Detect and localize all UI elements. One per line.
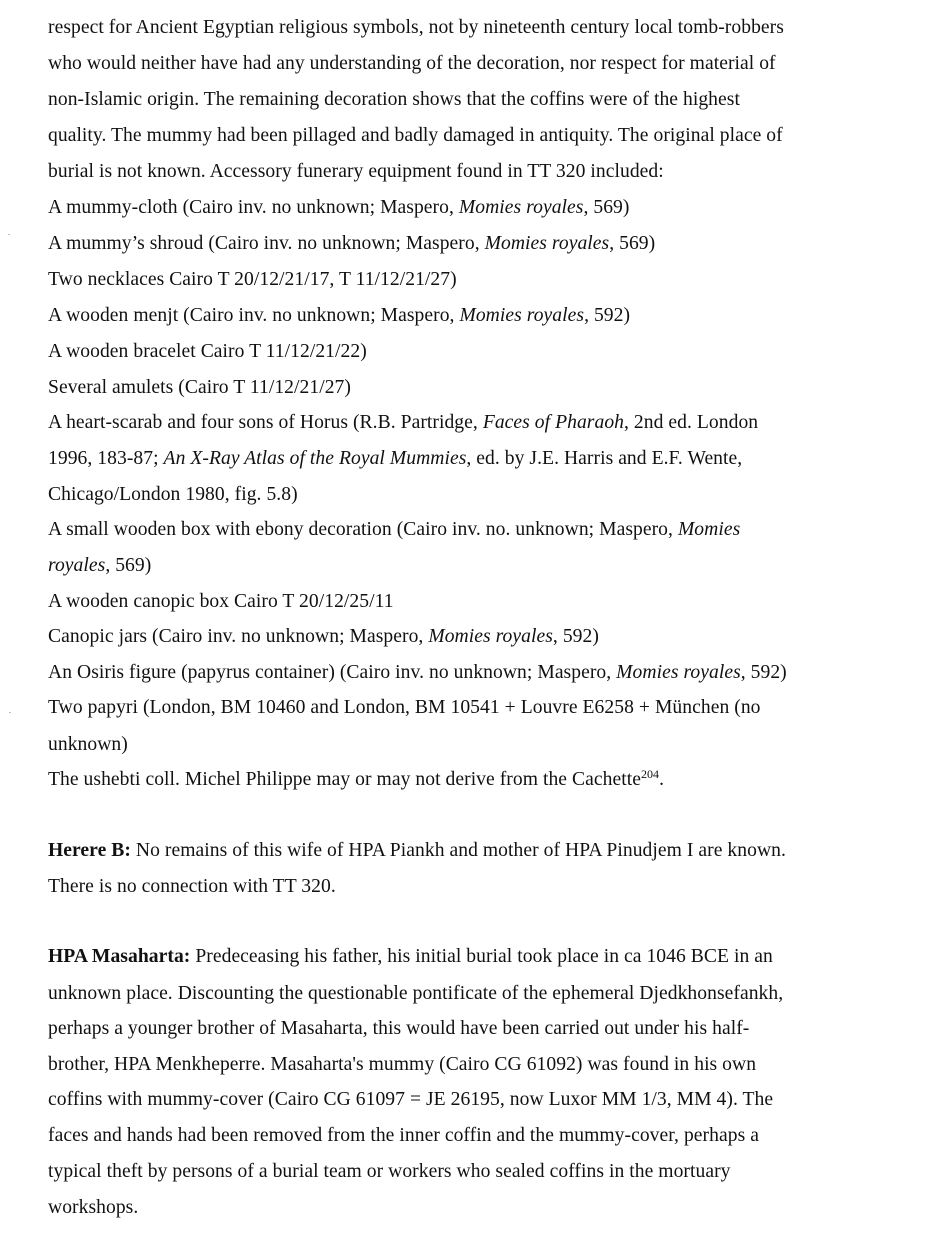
scan-speck (8, 234, 10, 235)
text: who would neither have had any understanding of the decoration, nor respect for material of (48, 53, 776, 74)
footnote-reference: 204 (640, 767, 660, 781)
list-item (48, 661, 787, 685)
paragraph-line (48, 1088, 773, 1112)
list-item-continuation (48, 554, 151, 578)
text: A wooden menjt (Cairo inv. no unknown; Maspero, (48, 305, 460, 326)
text: perhaps a younger brother of Masaharta, this would have been carried out under his half- (48, 1018, 750, 1039)
text: , 569) (583, 197, 630, 218)
list-item (48, 696, 761, 720)
list-item (48, 625, 599, 649)
paragraph-line (48, 875, 336, 899)
text: , ed. by J.E. Harris and E.F. Wente, (466, 448, 743, 469)
italic-title: Momies royales (484, 233, 610, 254)
list-item (48, 340, 367, 364)
text: non-Islamic origin. The remaining decoration shows that the coffins were of the highest (48, 89, 740, 110)
list-item (48, 196, 629, 220)
text: . (659, 769, 665, 790)
text: burial is not known. Accessory funerary equipment found in TT 320 included: (48, 161, 664, 182)
list-item (48, 590, 394, 614)
text: unknown) (48, 734, 128, 755)
italic-title: An X-Ray Atlas of the Royal Mummies (163, 448, 467, 469)
paragraph-line (48, 1124, 759, 1148)
paragraph-line (48, 1053, 756, 1077)
text: A wooden canopic box Cairo T 20/12/25/11 (48, 591, 394, 612)
list-item (48, 304, 630, 328)
paragraph-line (48, 1160, 731, 1184)
text: A mummy-cloth (Cairo inv. no unknown; Maspero, (48, 197, 459, 218)
text: A mummy’s shroud (Cairo inv. no unknown; Maspero, (48, 233, 485, 254)
text: Chicago/London 1980, fig. 5.8) (48, 484, 298, 505)
italic-title: Momies (677, 519, 741, 540)
text: Predeceasing his father, his initial burial took place in ca 1046 BCE in an (190, 946, 773, 967)
italic-title: Momies royales (458, 197, 584, 218)
text: quality. The mummy had been pillaged and badly damaged in antiquity. The original place of (48, 125, 783, 146)
list-item (48, 376, 351, 400)
list-item (48, 232, 655, 256)
paragraph-line (48, 16, 784, 40)
text: , 592) (552, 626, 599, 647)
paragraph-line (48, 982, 783, 1006)
list-item (48, 411, 758, 435)
text: Several amulets (Cairo T 11/12/21/27) (48, 377, 351, 398)
text: , 569) (609, 233, 656, 254)
text: An Osiris figure (papyrus container) (Cairo inv. no unknown; Maspero, (48, 662, 617, 683)
text: A small wooden box with ebony decoration (Cairo inv. no. unknown; Maspero, (48, 519, 678, 540)
text: Two papyri (London, BM 10460 and London, BM 10541 + Louvre E6258 + München (no (48, 697, 761, 718)
text: respect for Ancient Egyptian religious symbols, not by nineteenth century local tomb-robbers (48, 17, 784, 38)
text: typical theft by persons of a burial team or workers who sealed coffins in the mortuary (48, 1161, 731, 1182)
paragraph-line (48, 839, 786, 863)
text: workshops. (48, 1197, 139, 1218)
paragraph-line (48, 160, 664, 184)
paragraph-line (48, 88, 740, 112)
text: faces and hands had been removed from the inner coffin and the mummy-cover, perhaps a (48, 1125, 759, 1146)
text: 1996, 183-87; (48, 448, 164, 469)
text: The ushebti coll. Michel Philippe may or may not derive from the Cachette (48, 769, 641, 790)
italic-title: royales (48, 555, 106, 576)
italic-title: Momies royales (428, 626, 553, 647)
list-item-continuation (48, 483, 298, 507)
paragraph-line (48, 945, 773, 969)
text: , 569) (105, 555, 152, 576)
text: , 592) (584, 305, 631, 326)
text: There is no connection with TT 320. (48, 876, 336, 897)
text: A wooden bracelet Cairo T 11/12/21/22) (48, 341, 367, 362)
section-label: Herere B: (48, 840, 131, 861)
italic-title: Momies royales (616, 662, 741, 683)
italic-title: Momies royales (459, 305, 585, 326)
paragraph-line (48, 1017, 749, 1041)
list-item (48, 268, 457, 292)
text: No remains of this wife of HPA Piankh and mother of HPA Pinudjem I are known. (130, 840, 786, 861)
paragraph-line (48, 124, 783, 148)
text: brother, HPA Menkheperre. Masaharta's mummy (Cairo CG 61092) was found in his own (48, 1054, 757, 1075)
list-item (48, 518, 740, 542)
list-item-continuation (48, 447, 742, 471)
text: A heart-scarab and four sons of Horus (R.B. Partridge, (48, 412, 483, 433)
text: , 592) (740, 662, 787, 683)
list-item (48, 768, 664, 792)
text: , 2nd ed. London (624, 412, 759, 433)
list-item-continuation (48, 733, 128, 757)
scan-speck (9, 712, 11, 713)
text: Canopic jars (Cairo inv. no unknown; Maspero, (48, 626, 429, 647)
text: unknown place. Discounting the questionable pontificate of the ephemeral Djedkhonsefankh, (48, 983, 784, 1004)
text: Two necklaces Cairo T 20/12/21/17, T 11/12/21/27) (48, 269, 457, 290)
paragraph-line (48, 52, 776, 76)
text: coffins with mummy-cover (Cairo CG 61097 = JE 26195, now Luxor MM 1/3, MM 4). The (48, 1089, 774, 1110)
paragraph-line (48, 1196, 138, 1220)
section-label: HPA Masaharta: (48, 946, 191, 967)
italic-title: Faces of Pharaoh (482, 412, 625, 433)
